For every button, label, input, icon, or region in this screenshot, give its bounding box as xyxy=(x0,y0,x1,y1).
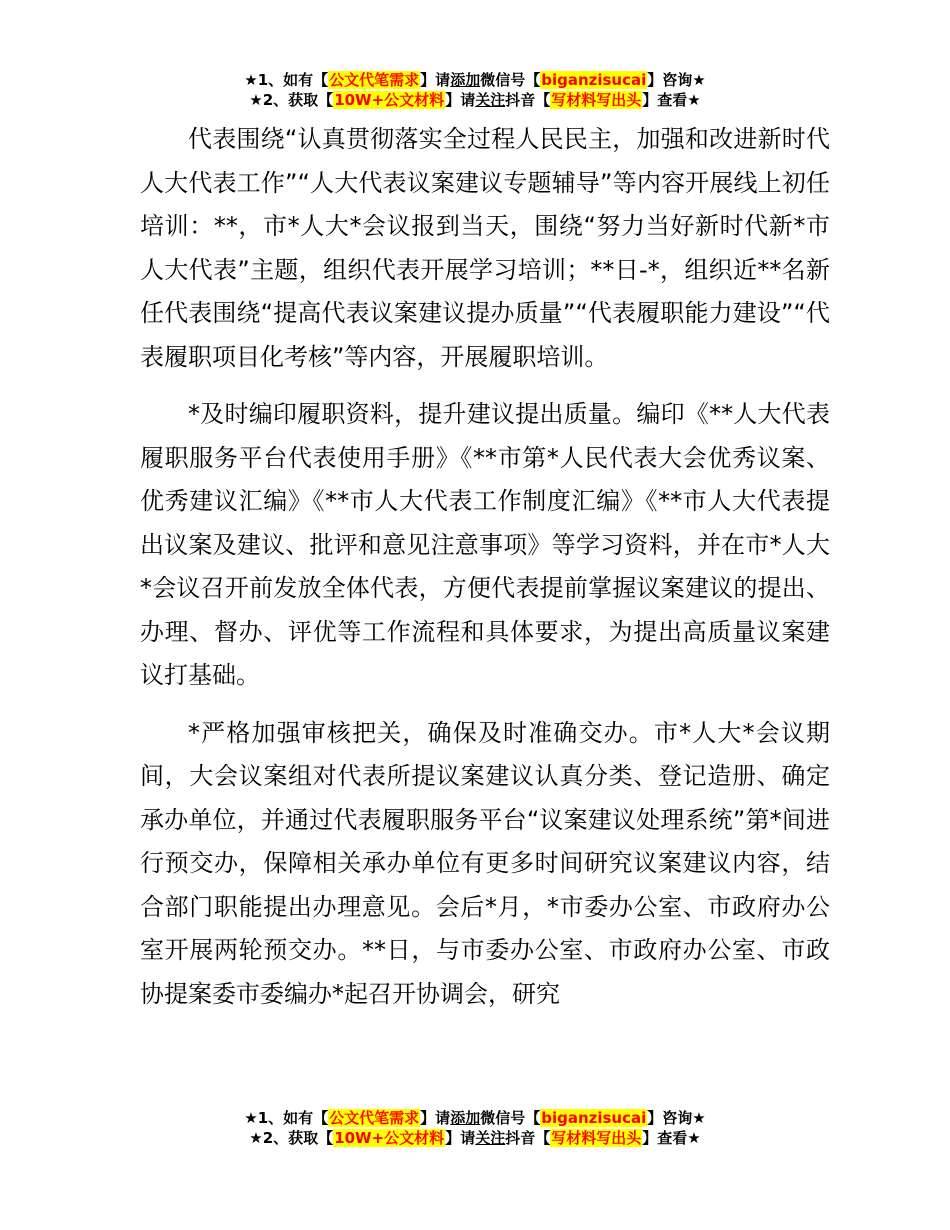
body-paragraph-3: *严格加强审核把关，确保及时准确交办。市*人大*会议期间，大会议案组对代表所提议案建议认真分类、登记造册、确定承办单位，并通过代表履职服务平台“议案建议处理系统”第*间进行预交办，保障相关承办单位有更多时间研究议案建议内容，结合部门职能提出办理意见。会后*月，*市委办公室、市政府办公室开展两轮预交办。**日，与市委办公室、市政府办公室、市政协提案委市委编办*起召开协调会，研究 xyxy=(140,718,830,1008)
header-follow-word: 关注 xyxy=(475,91,506,109)
footer-service-highlight: 公文代笔需求 xyxy=(329,1109,420,1127)
header-line1-mid1: 】请 xyxy=(420,71,451,89)
header-line1-prefix: ★1、如有【 xyxy=(244,71,329,89)
header-materials-highlight: 10W+公文材料 xyxy=(334,91,445,109)
header-line1-suffix: 】咨询★ xyxy=(647,71,706,89)
footer-add-word: 添加 xyxy=(450,1109,481,1127)
footer-wechat-id-highlight: biganzisucai xyxy=(541,1109,647,1127)
header-promo-banner xyxy=(0,70,950,110)
header-wechat-id-highlight: biganzisucai xyxy=(541,71,647,89)
footer-materials-highlight: 10W+公文材料 xyxy=(334,1129,445,1147)
header-line2-mid2: 抖音【 xyxy=(505,91,551,109)
header-promo-line-1 xyxy=(0,70,950,90)
footer-promo-line-1 xyxy=(0,1108,950,1128)
footer-line1-suffix: 】咨询★ xyxy=(647,1109,706,1127)
footer-line1-prefix: ★1、如有【 xyxy=(244,1109,329,1127)
footer-douyin-name-highlight: 写材料写出头 xyxy=(551,1129,642,1147)
footer-line2-suffix: 】查看★ xyxy=(642,1129,701,1147)
footer-promo-banner xyxy=(0,1108,950,1148)
header-add-word: 添加 xyxy=(450,71,481,89)
body-paragraph-2: *及时编印履职资料，提升建议提出质量。编印《**人大代表履职服务平台代表使用手册》《**市第*人民代表大会优秀议案、优秀建议汇编》《**市人大代表工作制度汇编》《**市人大代表提出议案及建议、批评和意见注意事项》等学习资料，并在市*人大*会议召开前发放全体代表，方便代表提前掌握议案建议的提出、办理、督办、评优等工作流程和具体要求，为提出高质量议案建议打基础。 xyxy=(140,400,830,689)
header-line2-suffix: 】查看★ xyxy=(642,91,701,109)
footer-line2-prefix: ★2、获取【 xyxy=(249,1129,334,1147)
footer-follow-word: 关注 xyxy=(475,1129,506,1147)
footer-line2-mid1: 】请 xyxy=(445,1129,476,1147)
header-promo-line-2 xyxy=(0,90,950,110)
document-body xyxy=(140,118,830,1030)
body-paragraph-1: 代表围绕“认真贯彻落实全过程人民民主，加强和改进新时代人大代表工作”“人大代表议案建议专题辅导”等内容开展线上初任培训：**，市*人大*会议报到当天，围绕“努力当好新时代新*市人大代表”主题，组织代表开展学习培训；**日-*，组织近**名新任代表围绕“提高代表议案建议提办质量”“代表履职能力建设”“代表履职项目化考核”等内容，开展履职培训。 xyxy=(140,125,830,371)
footer-promo-line-2 xyxy=(0,1128,950,1148)
header-line1-mid2: 微信号【 xyxy=(480,71,541,89)
header-service-highlight: 公文代笔需求 xyxy=(329,71,420,89)
header-line2-mid1: 】请 xyxy=(445,91,476,109)
footer-line2-mid2: 抖音【 xyxy=(505,1129,551,1147)
footer-line1-mid1: 】请 xyxy=(420,1109,451,1127)
header-line2-prefix: ★2、获取【 xyxy=(249,91,334,109)
footer-line1-mid2: 微信号【 xyxy=(480,1109,541,1127)
header-douyin-name-highlight: 写材料写出头 xyxy=(551,91,642,109)
